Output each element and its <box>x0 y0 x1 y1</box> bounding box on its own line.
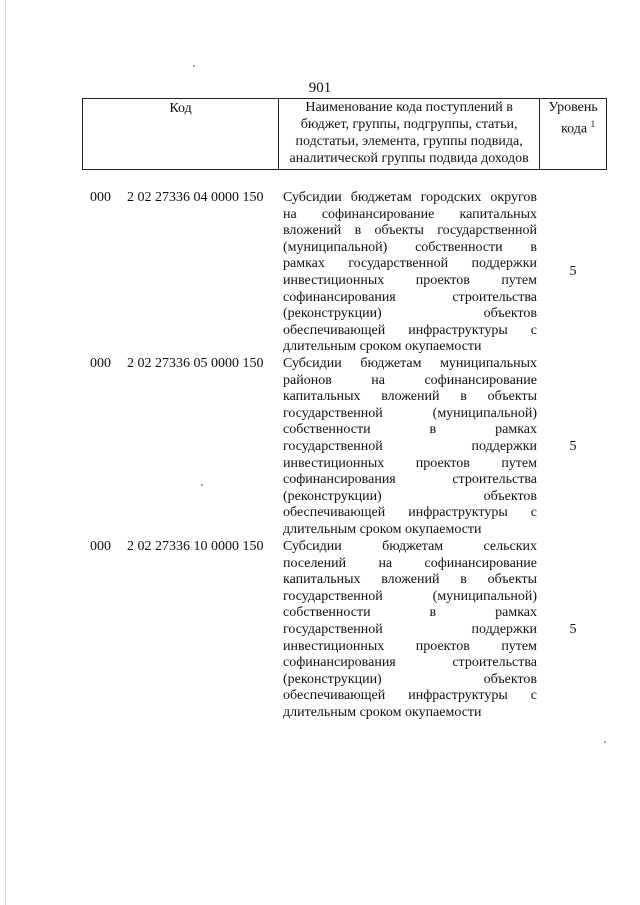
row-name-line: длительным сроком окупаемости <box>283 704 482 720</box>
header-name-line: аналитической группы подвида доходов <box>289 151 529 166</box>
row-name-line: (реконструкции) объектов <box>283 306 537 322</box>
row-name-line: инвестиционных проектов путем <box>283 455 537 471</box>
row-name-line: длительным сроком окупаемости <box>283 339 482 355</box>
row-prefix: 000 <box>90 356 111 371</box>
header-name-line: бюджет, группы, подгруппы, статьи, <box>300 117 518 132</box>
page-number: 901 <box>308 80 332 96</box>
row-name-line: вложений в объекты государственной <box>283 223 537 239</box>
header-name-line: подстатьи, элемента, группы подвида, <box>295 134 523 149</box>
row-name-line: государственной (муниципальной) <box>283 405 537 421</box>
row-name-line: капитальных вложений в объекты <box>283 389 537 405</box>
row-name-line: районов на софинансирование <box>283 372 537 388</box>
header-code-cell <box>83 99 279 170</box>
row-name-line: Субсидии бюджетам городских округов <box>283 190 537 205</box>
row-name-line: рамках государственной поддержки <box>283 256 537 272</box>
row-name-line: софинансирования строительства <box>283 655 537 671</box>
row-name-line: государственной поддержки <box>283 438 537 454</box>
row-level: 5 <box>569 439 577 454</box>
row-name-line: инвестиционных проектов путем <box>283 638 537 654</box>
row-level: 5 <box>569 264 577 279</box>
row-name-line: обеспечивающей инфраструктуры с <box>283 688 537 704</box>
row-name-line: инвестиционных проектов путем <box>283 272 537 288</box>
row-name-line: (реконструкции) объектов <box>283 488 537 504</box>
row-name-line: собственности в рамках <box>283 605 537 621</box>
row-name-line: (реконструкции) объектов <box>283 671 537 687</box>
row-prefix: 000 <box>90 539 111 554</box>
row-prefix: 000 <box>90 190 111 205</box>
row-name-line: софинансирования строительства <box>283 289 537 305</box>
row-name-line: обеспечивающей инфраструктуры с <box>283 505 537 521</box>
scan-speck <box>604 741 606 743</box>
scan-speck <box>193 65 195 67</box>
row-name-line: на софинансирование капитальных <box>283 206 537 222</box>
table-header <box>82 98 607 170</box>
row-name-line: софинансирования строительства <box>283 472 537 488</box>
row-name <box>283 539 537 722</box>
row-name-line: государственной (муниципальной) <box>283 588 537 604</box>
scan-edge-line <box>5 0 6 905</box>
row-name-line: собственности в рамках <box>283 422 537 438</box>
row-name-line: длительным сроком окупаемости <box>283 521 482 537</box>
scan-speck <box>201 484 203 486</box>
header-name-cell <box>279 99 540 170</box>
header-level-label: Уровень <box>548 100 598 115</box>
header-code-label: Код <box>169 101 192 116</box>
row-level: 5 <box>569 622 577 637</box>
row-name-line: обеспечивающей инфраструктуры с <box>283 322 537 338</box>
footnote-mark: 1 <box>590 119 596 129</box>
row-name <box>283 190 537 356</box>
row-code: 2 02 27336 05 0000 150 <box>127 356 264 371</box>
row-name-line: поселений на софинансирование <box>283 555 537 571</box>
row-code: 2 02 27336 04 0000 150 <box>127 190 264 205</box>
header-level-label-2: кода <box>561 121 588 137</box>
row-name-line: (муниципальной) собственности в <box>283 239 537 255</box>
row-name-line: капитальных вложений в объекты <box>283 572 537 588</box>
row-code: 2 02 27336 10 0000 150 <box>127 539 264 554</box>
header-name-line: Наименование кода поступлений в <box>305 100 513 115</box>
row-name <box>283 356 537 539</box>
row-name-line: Субсидии бюджетам сельских <box>283 539 537 554</box>
row-name-line: Субсидии бюджетам муниципальных <box>283 356 537 371</box>
header-level-cell <box>540 99 607 170</box>
row-name-line: государственной поддержки <box>283 621 537 637</box>
